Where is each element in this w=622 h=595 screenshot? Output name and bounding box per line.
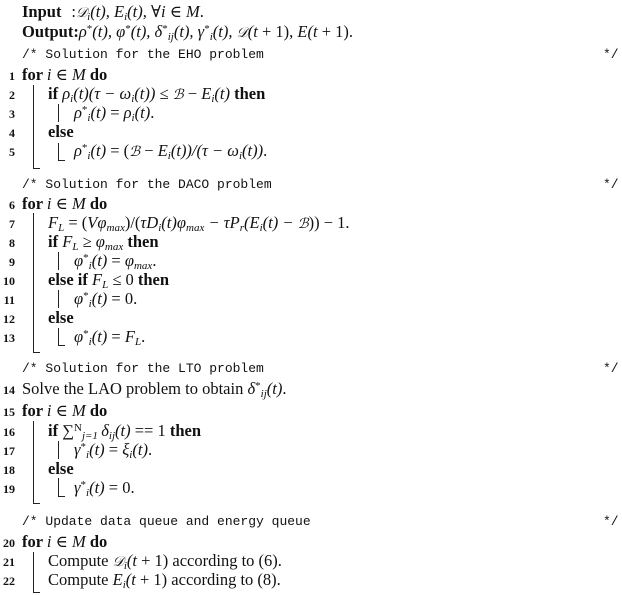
subscript: ij [108,430,116,442]
subscript: i [131,93,135,105]
line-content [74,478,135,498]
superscript: * [125,23,131,35]
subscript: i [209,31,213,43]
math: (t), E [90,2,125,21]
line-content [48,213,350,234]
math: (E [243,213,260,232]
algorithm-comment [0,512,622,532]
superscript: * [83,328,89,340]
math-calligraphic: ℬ [297,216,309,232]
math: (t) [89,478,109,497]
subscript: i [87,150,91,162]
math-script [83,327,92,346]
algorithm-line [0,270,622,290]
math: (t) [132,440,148,459]
algorithm-comment [0,175,622,195]
line-number: 16 [3,425,15,439]
line-number: 8 [9,236,15,250]
math: (t))/(τ − ω [170,141,239,160]
subscript: i [87,11,91,23]
comment-text: /* Update data queue and energy queue [22,514,311,529]
text: Compute [48,551,113,570]
keyword: else [48,459,74,478]
math: (t) [91,327,112,346]
comment-close: */ [603,47,619,62]
text: = ( [64,213,88,232]
math: F [62,232,73,251]
math: τD [140,213,159,232]
algorithm-line [0,478,622,498]
superscript: * [204,23,210,35]
subscript: j=1 [81,430,98,442]
math: (t) [115,421,135,440]
keyword: do [89,65,108,84]
keyword: else [48,308,74,327]
math: φ [74,327,84,346]
keyword: do [89,194,108,213]
math-calligraphic: ℬ [172,87,184,103]
math: (t) [91,251,112,270]
math-script [81,478,90,497]
subscript: i [70,93,74,105]
text: ≥ [78,232,96,251]
math: (t)) [242,141,264,160]
math: ρ [74,141,82,160]
line-number: 20 [3,536,15,550]
math-calligraphic: 𝒟 [236,25,248,41]
text: . [147,440,153,459]
subscript: i [88,336,92,348]
algorithm-line [0,532,622,552]
keyword: for [22,65,47,84]
algorithm-line [0,289,622,309]
math: γ [74,478,81,497]
text: − [140,141,158,160]
keyword: Input [22,2,62,21]
line-number: 3 [9,107,15,121]
subscript: L [58,222,65,234]
algorithm-line [0,251,622,271]
text: = [111,251,125,270]
text: = 0. [111,289,138,308]
math: i [160,2,170,21]
algorithm-line [0,141,622,161]
superscript: * [81,142,88,154]
keyword: do [89,401,108,420]
math: Vφ [87,213,107,232]
line-content [74,103,154,123]
line-content [48,551,282,572]
text: ∈ [55,65,72,84]
text: . [199,2,204,21]
math: (t), φ [92,22,126,41]
subscript: max [186,222,205,234]
subscript: r [239,222,244,234]
text: = ( [110,141,130,160]
text: ≤ 0 [108,270,138,289]
comment-text: /* Solution for the DACO problem [22,177,272,192]
line-content [48,84,265,105]
text: )/( [124,213,141,232]
line-content [74,440,152,460]
subscript: i [238,150,243,162]
math: (t)) [134,84,160,103]
line-number: 19 [3,482,15,496]
text: : [61,2,76,21]
math: φ [74,289,84,308]
subscript: i [131,112,135,124]
keyword: then [234,84,266,103]
subscript: i [123,560,127,572]
subscript: i [88,298,92,310]
math: (t) [134,103,151,122]
subscript: i [158,222,162,234]
math: (t [125,570,140,589]
math: i [46,401,56,420]
line-number: 17 [3,444,15,458]
comment-close: */ [603,514,619,529]
algorithm-line [0,401,622,421]
line-content [48,308,74,328]
text: + 1) according to (8). [140,570,281,589]
math: φ [74,251,84,270]
math-script [81,440,90,459]
keyword: for [22,401,47,420]
superscript: * [162,23,168,35]
keyword: Output: [22,22,79,41]
math: (t), [127,2,151,21]
keyword: else [48,122,74,141]
text: . [152,251,157,270]
line-content [22,2,204,23]
math: i [46,65,56,84]
math-script [162,22,174,41]
text: + 1), [261,22,298,41]
keyword: for [22,532,47,551]
comment-text: /* Solution for the LTO problem [22,361,264,376]
algorithm-line [0,379,622,399]
line-content [48,270,169,290]
math: M [71,532,90,551]
line-content [22,22,353,43]
text: ∈ [55,194,72,213]
algorithm-line [0,103,622,123]
line-content [22,194,107,214]
math: − τP [204,213,240,232]
keyword: if [48,232,63,251]
line-content [48,232,159,252]
subscript: max [133,260,153,272]
superscript: * [86,23,93,35]
algorithm-line [0,421,622,441]
math: ρ [78,22,87,41]
math: ρ [123,103,132,122]
line-content [74,251,156,271]
subscript: i [211,93,215,105]
math: (t), [212,22,237,41]
superscript: N [73,422,82,434]
math: (t), δ [130,22,163,41]
line-number: 10 [3,274,15,288]
algorithm-line [0,232,622,252]
subscript: i [124,11,128,23]
math: ξ [122,440,130,459]
subscript: i [167,150,171,162]
algorithm-line [0,194,622,214]
text: == 1 [134,421,170,440]
text: ∀ [151,2,161,21]
math: γ [74,440,81,459]
keyword: if [48,421,63,440]
line-number: 12 [3,312,15,326]
subscript: i [259,222,263,234]
math: (t) [266,379,283,398]
text: + 1). [321,22,354,41]
algorithm-line [0,213,622,233]
math: E [112,570,123,589]
math: M [71,194,90,213]
keyword: do [89,532,108,551]
math: F [124,327,135,346]
superscript: * [83,252,89,264]
algorithm-comment [0,359,622,379]
math: (t)φ [161,213,186,232]
superscript: * [80,441,87,453]
line-number: 2 [9,88,15,102]
text: = [110,103,124,122]
math: (t) [90,141,111,160]
subscript: i [88,260,92,272]
math: (t) [89,440,109,459]
math-script [255,379,267,398]
math: (t [247,22,262,41]
text: ∑ [62,421,74,440]
subscript: max [106,222,125,234]
subscript: L [134,336,142,348]
line-number: 15 [3,405,15,419]
text: − [183,84,202,103]
text: ∈ [55,532,72,551]
subscript: L [102,279,109,291]
line-number: 1 [9,69,15,83]
line-content [48,459,74,479]
superscript: * [81,104,88,116]
line-number: 11 [3,293,15,307]
text: ∈ [55,401,72,420]
math-calligraphic: 𝒟 [112,554,124,570]
algorithm-line [0,459,622,479]
comment-close: */ [603,361,619,376]
line-number: 6 [9,198,15,212]
math: F [91,270,103,289]
math: E [157,141,168,160]
algorithm-line [0,84,622,104]
algorithm-line [0,440,622,460]
math-calligraphic: 𝒟 [75,5,88,21]
text: ∈ [169,2,187,21]
math: (t)(τ − ω [73,84,132,103]
text: ≤ [159,84,173,103]
line-number: 4 [9,126,15,140]
line-content [48,570,281,590]
text: Solve the LAO problem to obtain [22,379,248,398]
keyword: then [123,232,159,251]
math: (t) [214,84,235,103]
subscript: i [122,579,126,591]
math: M [71,401,90,420]
subscript: i [87,112,91,124]
math-script [83,289,92,308]
superscript: * [80,479,87,491]
subscript: ij [260,388,267,400]
keyword: then [169,421,202,440]
subscript: L [72,241,79,253]
math: E [201,84,212,103]
text: )) − 1. [308,213,350,232]
math: i [46,532,56,551]
math: F [48,213,59,232]
text: Compute [48,570,113,589]
subscript: ij [167,31,174,43]
text: . [141,327,146,346]
comment-close: */ [603,177,619,192]
text: . [150,103,155,122]
math: φ [95,232,105,251]
algorithm-io-line [0,22,622,42]
math-calligraphic: ℬ [129,144,141,160]
line-content [48,421,201,441]
math: i [46,194,56,213]
keyword: else if [48,270,92,289]
algorithm-line [0,122,622,142]
line-content [22,65,107,85]
text: . [263,141,268,160]
algorithm-comment [0,45,622,65]
text: = 0. [108,478,135,497]
math: ρ [74,103,82,122]
subscript: max [104,241,124,253]
line-content [74,327,145,347]
math: M [186,2,200,21]
algorithm-line [0,308,622,328]
math: δ [247,379,256,398]
line-number: 9 [9,255,15,269]
line-number: 13 [3,331,15,345]
algorithm-line [0,327,622,347]
math-script [83,251,92,270]
math: E(t [297,22,322,41]
comment-text: /* Solution for the EHO problem [22,47,264,62]
keyword: if [48,84,63,103]
line-number: 18 [3,463,15,477]
algorithm-line [0,551,622,571]
subscript: i [86,449,90,461]
line-number: 5 [9,145,15,159]
math-script [204,22,213,41]
algorithm-io-line [0,2,622,22]
math: δ [97,421,109,440]
subscript: i [86,487,90,499]
superscript: * [83,290,89,302]
text: + 1) according to (6). [141,551,282,570]
math: M [71,65,90,84]
line-number: 14 [3,383,15,397]
keyword: for [22,194,47,213]
math: φ [124,251,134,270]
line-number: 7 [9,217,15,231]
text: . [282,379,287,398]
math: (t) [90,103,111,122]
math: (t) − [262,213,298,232]
line-content [22,379,286,399]
text: = [111,327,125,346]
line-content [74,141,267,162]
line-number: 22 [3,574,15,588]
algorithm-line [0,570,622,590]
math: (t) [91,289,112,308]
line-content [48,122,74,142]
subscript: i [129,449,133,461]
text: = [108,440,123,459]
math: (t), γ [173,22,205,41]
line-content [74,289,137,309]
line-content [22,532,107,552]
algorithm-line [0,65,622,85]
line-content [22,401,107,421]
math: (t [126,551,142,570]
math: ρ [62,84,71,103]
keyword: then [137,270,170,289]
line-number: 21 [3,555,15,569]
superscript: * [255,380,261,392]
math-script [74,421,98,440]
